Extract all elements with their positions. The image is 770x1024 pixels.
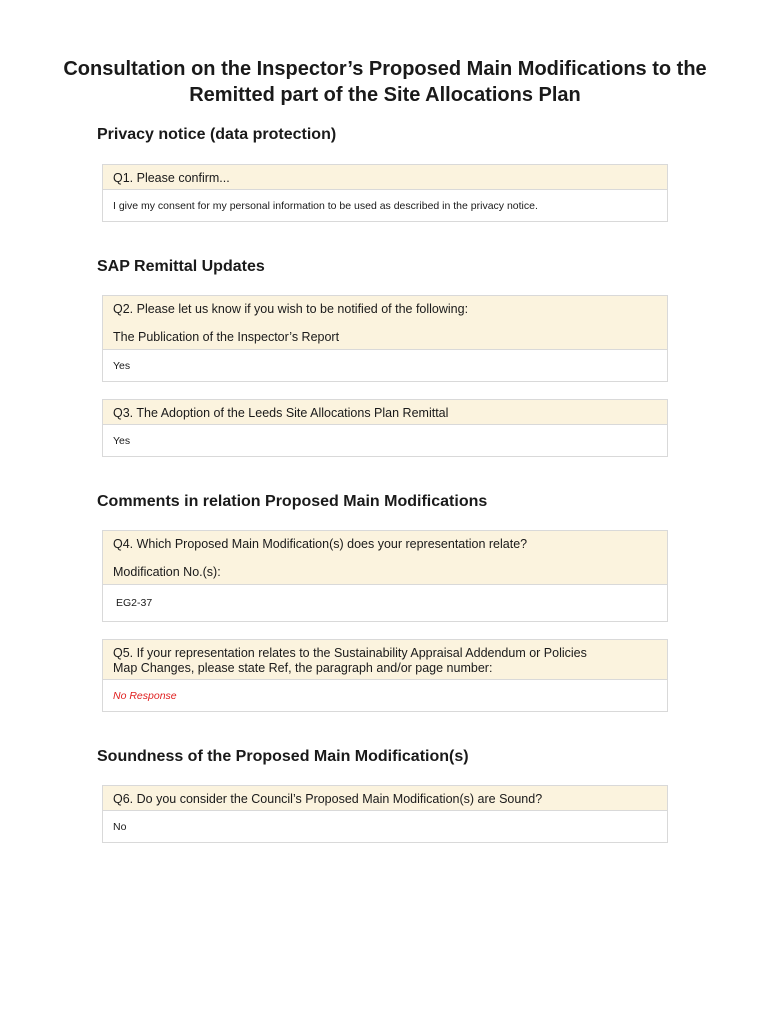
answer-q6: No [113,820,127,833]
question-q5-header [103,640,667,680]
question-q1: Q1. Please confirm... [103,165,667,190]
question-box-q2 [102,295,668,382]
question-q3: Q3. The Adoption of the Leeds Site Allocations Plan Remittal [103,400,667,425]
question-q5-line-2: Map Changes, please state Ref, the paragraph and/or page number: [113,661,493,675]
question-box-q4 [102,530,668,622]
subquestion-q2: The Publication of the Inspector’s Report [113,330,340,344]
section-heading-soundness: Soundness of the Proposed Main Modification(s) [97,748,469,765]
question-q4-header [103,531,667,585]
question-box-q3 [102,399,668,457]
answer-q1: I give my consent for my personal information to be used as described in the privacy notice. [113,199,538,212]
question-q4: Q4. Which Proposed Main Modification(s) does your representation relate? [113,537,528,551]
question-box-q1 [102,164,668,222]
question-q5-line-1: Q5. If your representation relates to the Sustainability Appraisal Addendum or Policies [113,646,587,660]
answer-q3: Yes [113,434,131,447]
question-box-q6 [102,785,668,843]
question-box-q5 [102,639,668,712]
answer-q4: EG2-37 [116,597,153,609]
question-q6: Q6. Do you consider the Council’s Proposed Main Modification(s) are Sound? [103,786,667,811]
answer-q5: No Response [113,689,177,702]
section-heading-remittal: SAP Remittal Updates [97,258,265,275]
page-title-line-1: Consultation on the Inspector’s Proposed Main Modifications to the [63,58,707,80]
page-title-line-2: Remitted part of the Site Allocations Plan [189,84,581,106]
section-heading-comments: Comments in relation Proposed Main Modifications [97,493,488,510]
question-q2: Q2. Please let us know if you wish to be notified of the following: [113,302,469,316]
question-q2-header [103,296,667,350]
page-title [0,56,770,108]
answer-q2: Yes [113,359,131,372]
section-heading-privacy: Privacy notice (data protection) [97,126,337,143]
subquestion-q4: Modification No.(s): [113,565,221,579]
